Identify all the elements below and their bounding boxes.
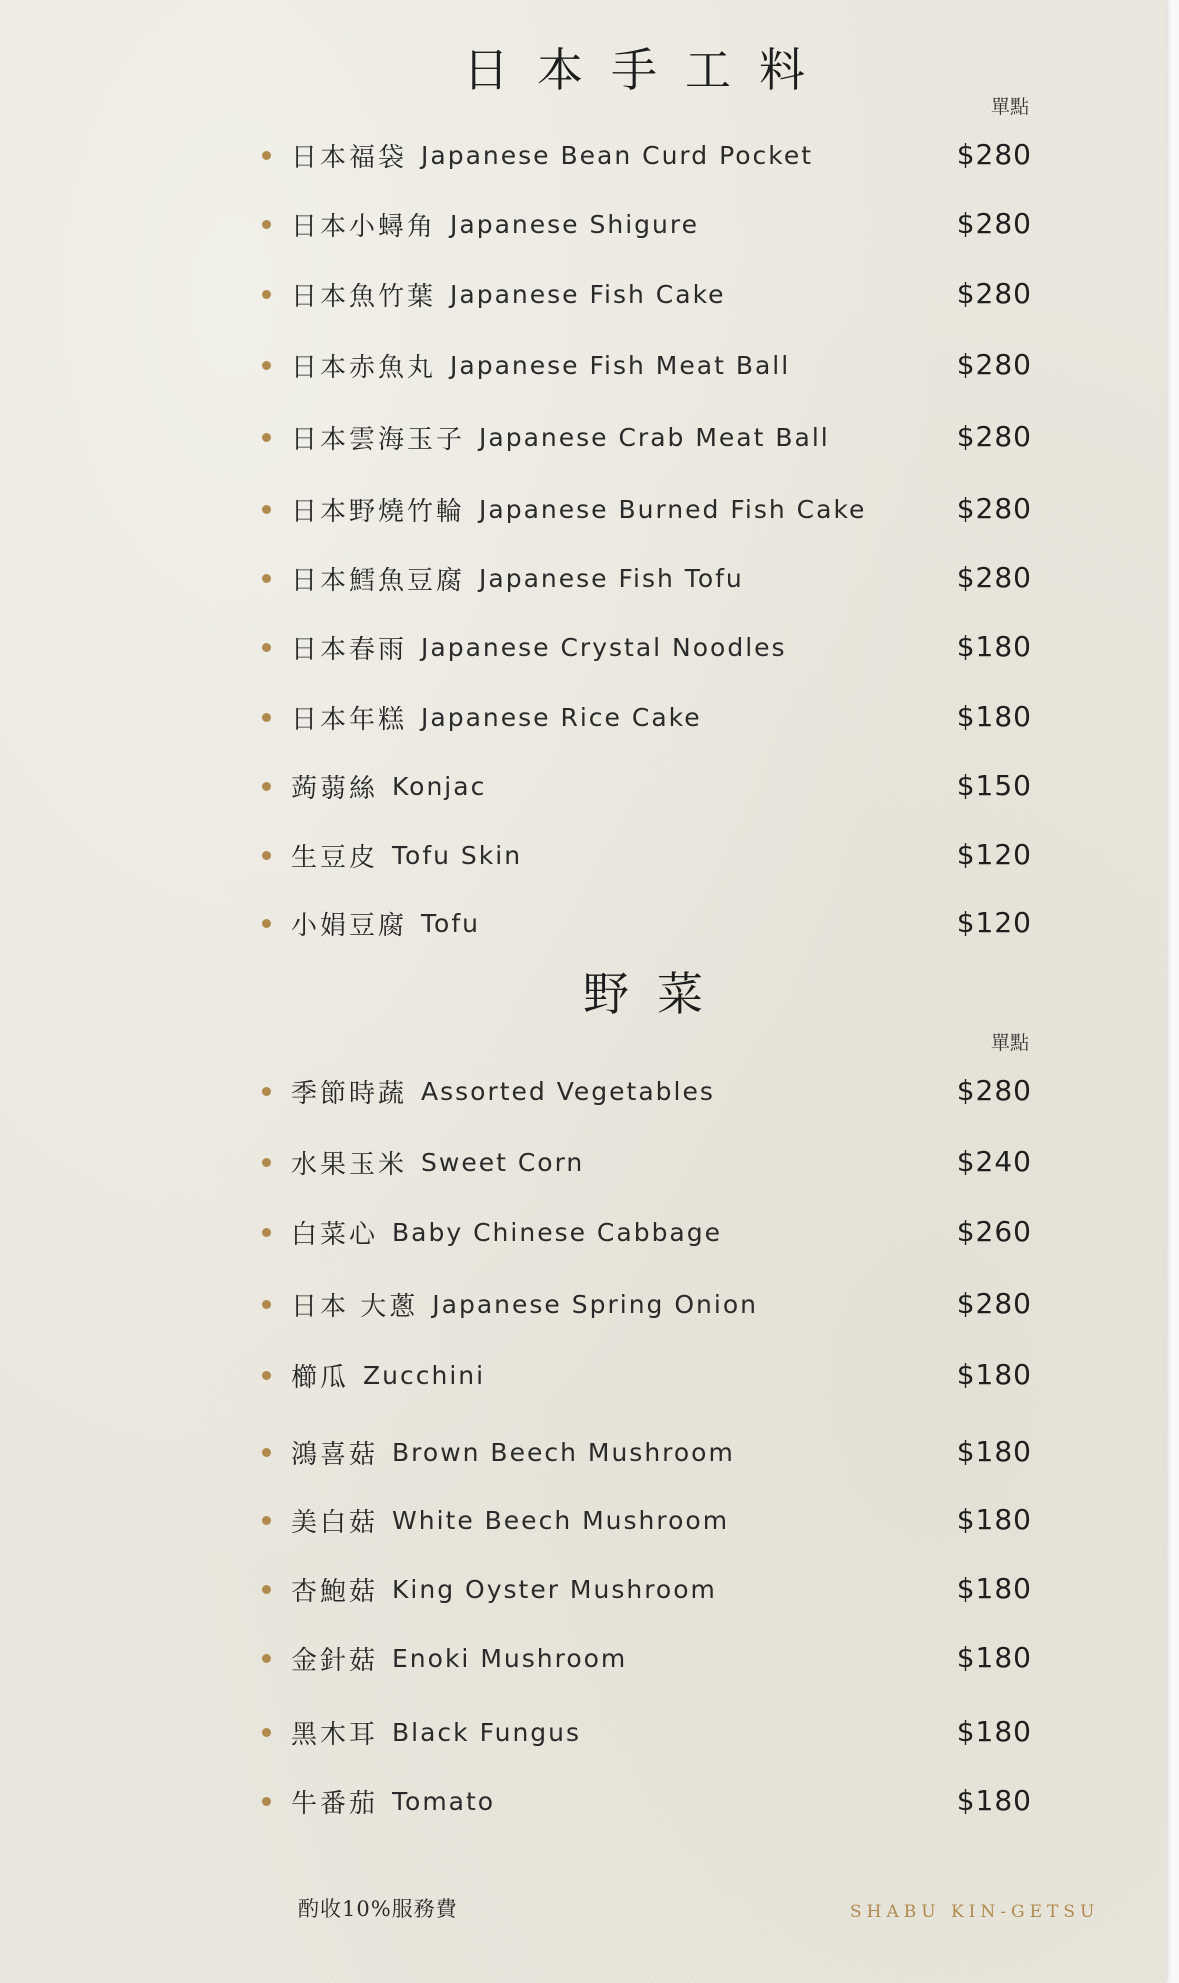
menu-item	[262, 1567, 1042, 1611]
item-name-chinese: 日本野燒竹輪	[291, 496, 466, 527]
item-name-chinese: 季節時蔬	[291, 1078, 408, 1109]
item-price: $280	[956, 561, 1032, 594]
item-name-chinese: 日本 大蔥	[291, 1291, 419, 1322]
menu-item	[262, 1069, 1042, 1113]
item-name-english: Japanese Bean Curd Pocket	[421, 140, 814, 170]
item-name-english: Japanese Rice Cake	[421, 702, 702, 732]
bullet-dot-icon	[262, 851, 271, 860]
item-name-english: Japanese Crab Meat Ball	[479, 422, 830, 452]
item-name-chinese: 日本春雨	[291, 634, 408, 665]
bullet-dot-icon	[262, 1585, 271, 1594]
item-price: $280	[956, 420, 1032, 453]
item-price: $280	[956, 348, 1032, 381]
item-name-chinese: 日本福袋	[291, 142, 408, 173]
item-name-english: Japanese Fish Meat Ball	[450, 350, 791, 380]
item-name-chinese: 蒟蒻絲	[291, 773, 379, 804]
bullet-dot-icon	[262, 433, 271, 442]
item-name-english: White Beech Mushroom	[392, 1505, 730, 1535]
bullet-dot-icon	[262, 782, 271, 791]
item-price: $180	[956, 1715, 1032, 1748]
item-name-english: King Oyster Mushroom	[392, 1574, 717, 1604]
bullet-dot-icon	[262, 1728, 271, 1737]
bullet-dot-icon	[262, 220, 271, 229]
item-name-chinese: 美白菇	[291, 1507, 379, 1538]
item-price: $120	[956, 838, 1032, 871]
service-charge-note: 酌收10%服務費	[298, 1897, 458, 1921]
section-title-handmade: 日本手工料	[463, 43, 833, 97]
item-name-chinese: 杏鮑菇	[291, 1576, 379, 1607]
item-name-english: Tofu	[421, 908, 480, 938]
item-price: $180	[956, 1358, 1032, 1391]
menu-item	[262, 695, 1042, 739]
item-name-chinese: 日本鱈魚豆腐	[291, 565, 466, 596]
bullet-dot-icon	[262, 1448, 271, 1457]
section-title-vegetables: 野菜	[583, 967, 731, 1021]
item-name-english: Tofu Skin	[392, 840, 523, 870]
item-price: $180	[956, 1784, 1032, 1817]
item-price: $280	[956, 1287, 1032, 1320]
menu-item	[262, 1779, 1042, 1823]
menu-item	[262, 556, 1042, 600]
menu-item	[262, 764, 1042, 808]
menu-item	[262, 1282, 1042, 1326]
item-name-english: Sweet Corn	[421, 1147, 585, 1177]
item-name-chinese: 小娟豆腐	[291, 910, 408, 941]
bullet-dot-icon	[262, 643, 271, 652]
item-name-chinese: 白菜心	[291, 1219, 379, 1250]
item-price: $180	[956, 1641, 1032, 1674]
menu-item	[262, 272, 1042, 316]
item-price: $280	[956, 1074, 1032, 1107]
item-name-english: Zucchini	[363, 1360, 486, 1390]
menu-item	[262, 415, 1042, 459]
menu-item	[262, 1710, 1042, 1754]
item-name-chinese: 日本年糕	[291, 704, 408, 735]
menu-item	[262, 1140, 1042, 1184]
bullet-dot-icon	[262, 1300, 271, 1309]
bullet-dot-icon	[262, 1654, 271, 1663]
item-name-chinese: 日本赤魚丸	[291, 352, 437, 383]
item-price: $280	[956, 138, 1032, 171]
bullet-dot-icon	[262, 1371, 271, 1380]
bullet-dot-icon	[262, 505, 271, 514]
menu-item	[262, 487, 1042, 531]
menu-item	[262, 1430, 1042, 1474]
bullet-dot-icon	[262, 713, 271, 722]
menu-item	[262, 1353, 1042, 1397]
item-name-english: Japanese Shigure	[450, 209, 699, 239]
menu-item	[262, 1210, 1042, 1254]
item-price: $120	[956, 906, 1032, 939]
item-name-chinese: 牛番茄	[291, 1788, 379, 1819]
item-name-chinese: 黑木耳	[291, 1719, 379, 1750]
item-name-english: Japanese Spring Onion	[432, 1289, 758, 1319]
menu-item	[262, 1636, 1042, 1680]
bullet-dot-icon	[262, 1228, 271, 1237]
item-price: $180	[956, 1572, 1032, 1605]
item-price: $280	[956, 492, 1032, 525]
item-name-chinese: 水果玉米	[291, 1149, 408, 1180]
item-price: $180	[956, 1503, 1032, 1536]
item-price: $180	[956, 630, 1032, 663]
item-name-english: Japanese Burned Fish Cake	[479, 494, 867, 524]
item-name-chinese: 日本雲海玉子	[291, 424, 466, 455]
item-name-english: Konjac	[392, 771, 487, 801]
bullet-dot-icon	[262, 1516, 271, 1525]
menu-item	[262, 1498, 1042, 1542]
bullet-dot-icon	[262, 1797, 271, 1806]
bullet-dot-icon	[262, 574, 271, 583]
item-price: $280	[956, 207, 1032, 240]
item-name-english: Enoki Mushroom	[392, 1643, 628, 1673]
bullet-dot-icon	[262, 919, 271, 928]
item-name-english: Japanese Fish Tofu	[479, 563, 744, 593]
item-name-english: Tomato	[392, 1786, 496, 1816]
menu-item	[262, 202, 1042, 246]
menu-item	[262, 343, 1042, 387]
item-price: $260	[956, 1215, 1032, 1248]
item-name-english: Japanese Fish Cake	[450, 279, 726, 309]
bullet-dot-icon	[262, 151, 271, 160]
item-name-english: Japanese Crystal Noodles	[421, 632, 787, 662]
menu-item	[262, 901, 1042, 945]
price-column-label: 單點	[990, 96, 1029, 118]
item-name-english: Black Fungus	[392, 1717, 582, 1747]
item-name-english: Baby Chinese Cabbage	[392, 1217, 723, 1247]
brand-name: SHABU KIN-GETSU	[850, 1902, 1100, 1922]
menu-item	[262, 833, 1042, 877]
item-price: $180	[956, 1435, 1032, 1468]
price-column-label: 單點	[990, 1032, 1029, 1054]
bullet-dot-icon	[262, 290, 271, 299]
item-price: $180	[956, 700, 1032, 733]
bullet-dot-icon	[262, 361, 271, 370]
item-price: $240	[956, 1145, 1032, 1178]
item-name-chinese: 生豆皮	[291, 842, 379, 873]
bullet-dot-icon	[262, 1158, 271, 1167]
item-name-chinese: 櫛瓜	[291, 1362, 350, 1393]
bullet-dot-icon	[262, 1087, 271, 1096]
menu-item	[262, 133, 1042, 177]
item-name-english: Brown Beech Mushroom	[392, 1437, 735, 1467]
item-price: $280	[956, 277, 1032, 310]
item-name-english: Assorted Vegetables	[421, 1076, 715, 1106]
item-name-chinese: 金針菇	[291, 1645, 379, 1676]
item-price: $150	[956, 769, 1032, 802]
item-name-chinese: 日本小蟳角	[291, 211, 437, 242]
item-name-chinese: 日本魚竹葉	[291, 281, 437, 312]
item-name-chinese: 鴻喜菇	[291, 1439, 379, 1470]
menu-item	[262, 625, 1042, 669]
